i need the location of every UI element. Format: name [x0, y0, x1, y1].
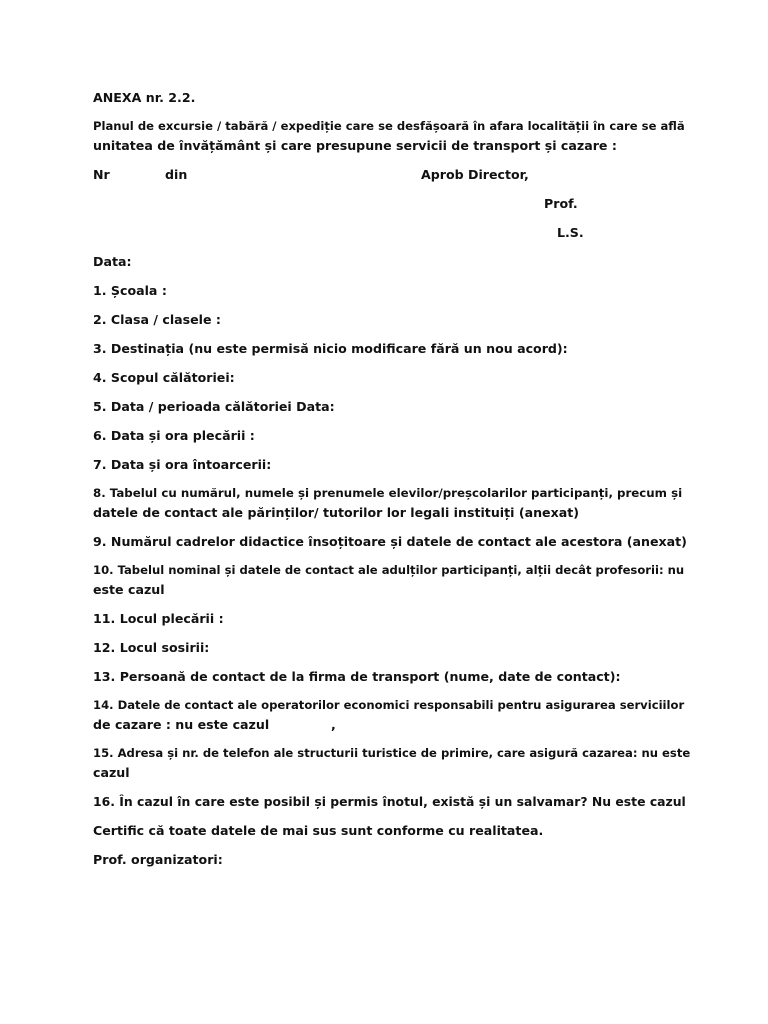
item-4: 4. Scopul călătoriei:: [93, 370, 235, 385]
item-14-comma: ,: [331, 717, 336, 732]
item-2: 2. Clasa / clasele :: [93, 312, 221, 327]
item-3: 3. Destinația (nu este permisă nicio modificare fără un nou acord):: [93, 341, 568, 356]
din-label: din: [165, 167, 188, 182]
item-10-line-1: 10. Tabelul nominal și datele de contact ale adulților participanți, alții decât profesorii: nu: [93, 563, 685, 577]
item-14-line-2: de cazare : nu este cazul: [93, 717, 270, 732]
item-12: 12. Locul sosirii:: [93, 640, 210, 655]
prof-label: Prof.: [544, 196, 578, 211]
organizers-label: Prof. organizatori:: [93, 852, 223, 867]
intro-line-2: unitatea de învățământ și care presupune servicii de transport și cazare :: [93, 138, 617, 153]
item-8-line-2: datele de contact ale părinților/ tutorilor lor legali instituiți (anexat): [93, 505, 579, 520]
item-11: 11. Locul plecării :: [93, 611, 224, 626]
approve-label: Aprob Director,: [421, 167, 529, 182]
intro-line-1: Planul de excursie / tabără / expediție care se desfășoară în afara localității în care se află: [93, 119, 685, 133]
annex-title: ANEXA nr. 2.2.: [93, 90, 196, 105]
item-16: 16. În cazul în care este posibil și permis înotul, există și un salvamar? Nu este cazul: [93, 794, 686, 809]
item-9: 9. Numărul cadrelor didactice însoțitoare și datele de contact ale acestora (anexat): [93, 534, 687, 549]
item-7: 7. Data și ora întoarcerii:: [93, 457, 272, 472]
ls-label: L.S.: [557, 225, 584, 240]
item-15-line-2: cazul: [93, 765, 130, 780]
item-5: 5. Data / perioada călătoriei Data:: [93, 399, 335, 414]
certify-statement: Certific că toate datele de mai sus sunt conforme cu realitatea.: [93, 823, 544, 838]
item-15-line-1: 15. Adresa și nr. de telefon ale structurii turistice de primire, care asigură cazarea: nu este: [93, 746, 691, 760]
item-10-line-2: este cazul: [93, 582, 165, 597]
item-1: 1. Școala :: [93, 283, 167, 298]
item-14-line-1: 14. Datele de contact ale operatorilor economici responsabili pentru asigurarea serviciilor: [93, 698, 685, 712]
item-6: 6. Data și ora plecării :: [93, 428, 255, 443]
nr-label: Nr: [93, 167, 110, 182]
item-13: 13. Persoană de contact de la firma de transport (nume, date de contact):: [93, 669, 621, 684]
item-8-line-1: 8. Tabelul cu numărul, numele și prenumele elevilor/preșcolarilor participanți, precum și: [93, 486, 683, 500]
date-label: Data:: [93, 254, 132, 269]
